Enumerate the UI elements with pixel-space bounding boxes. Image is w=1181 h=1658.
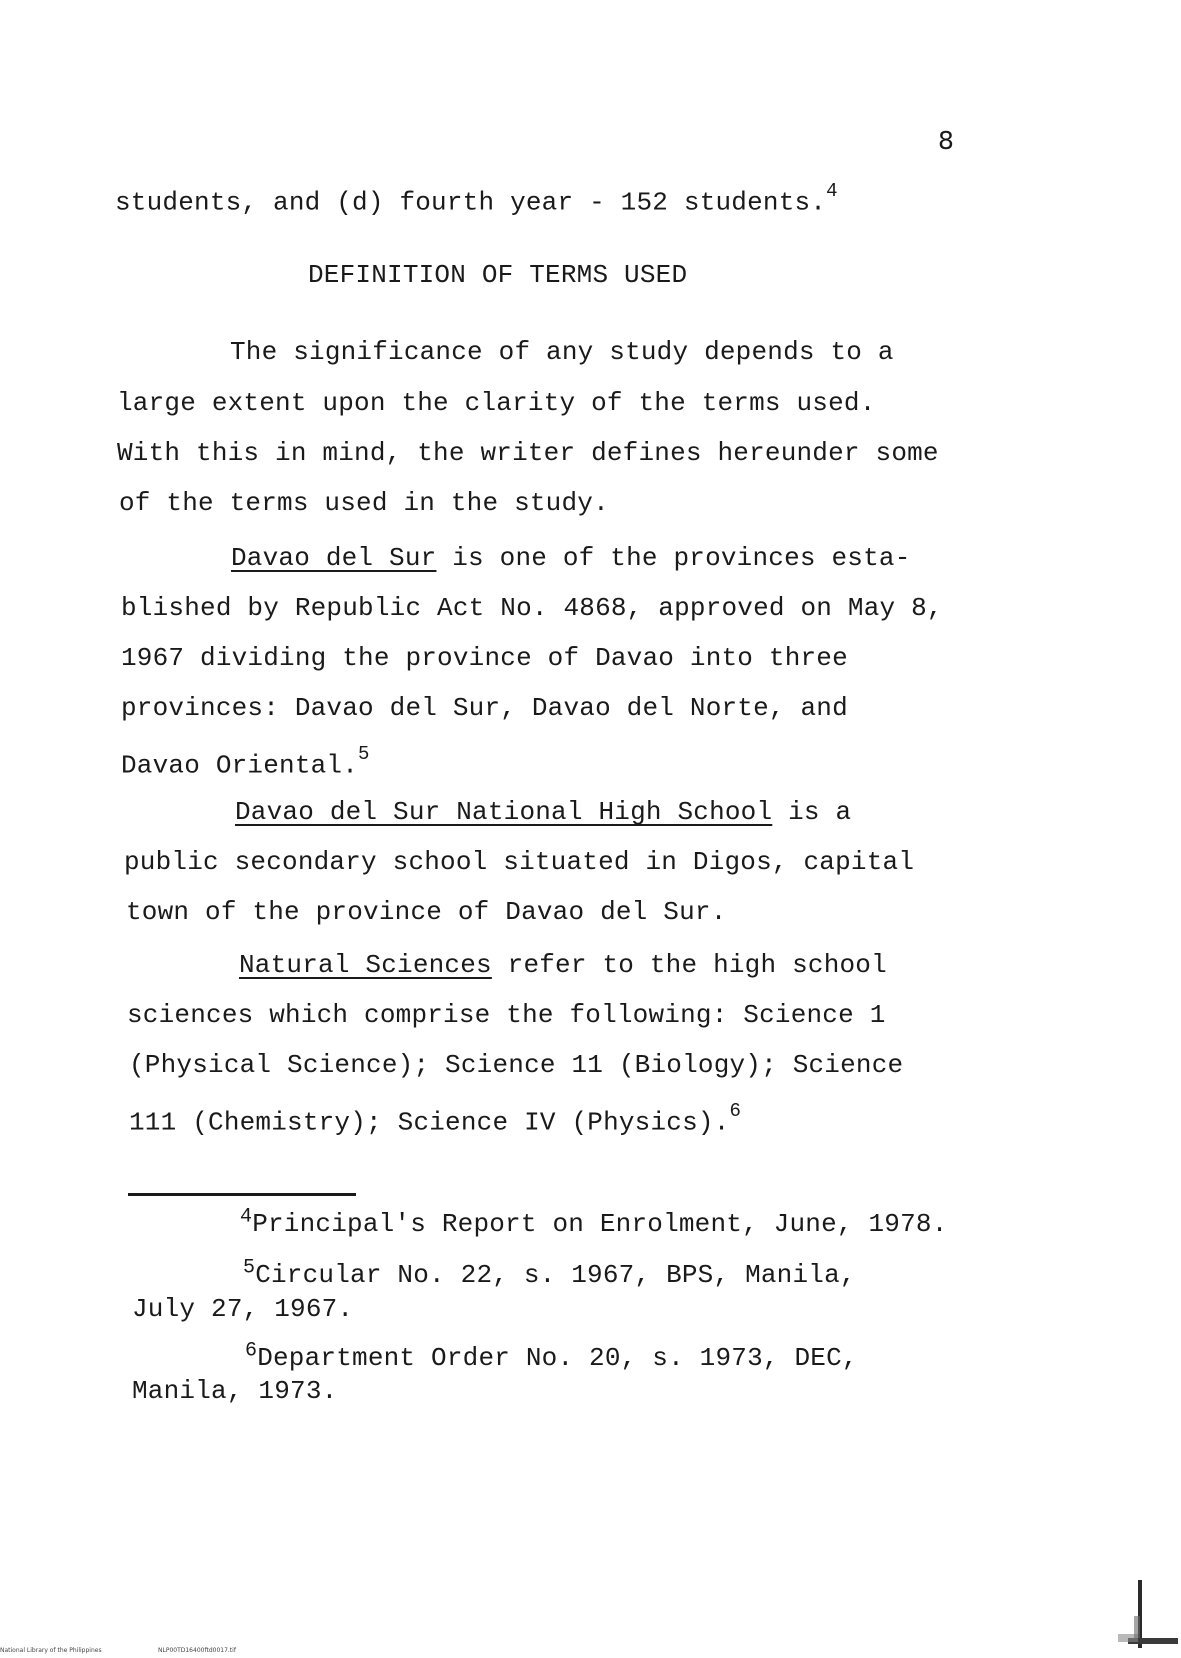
footnote-6 (245, 1339, 858, 1373)
paragraph-4-line-3: (Physical Science); Science 11 (Biology); Science (129, 1050, 904, 1080)
page-number: 8 (938, 126, 954, 155)
paragraph-1-line-3: With this in mind, the writer defines hereunder some (117, 438, 939, 468)
paragraph-1-line-2: large extent upon the clarity of the terms used. (117, 388, 876, 418)
footnote-ref-6: 6 (729, 1100, 742, 1122)
term-natural-sciences: Natural Sciences (239, 950, 492, 980)
paragraph-2-line-5 (121, 743, 370, 781)
paragraph-4-line-4-text: 111 (Chemistry); Science IV (Physics). (129, 1107, 730, 1138)
footnote-5-text: Circular No. 22, s. 1967, BPS, Manila, (255, 1260, 856, 1290)
continuation-line (115, 180, 838, 218)
footnote-6-text: Department Order No. 20, s. 1973, DEC, (257, 1343, 858, 1373)
footnote-4 (240, 1205, 948, 1239)
paragraph-3-line-3: town of the province of Davao del Sur. (126, 897, 727, 927)
footnote-divider (128, 1193, 356, 1196)
scan-edge-mark-icon (1098, 1576, 1178, 1656)
paragraph-2-line-1-rest: is one of the provinces esta- (436, 543, 911, 573)
archive-label: National Library of the Philippines (0, 1647, 102, 1654)
footnote-4-text: Principal's Report on Enrolment, June, 1978. (252, 1209, 948, 1239)
paragraph-4-line-1 (239, 950, 887, 980)
term-davao-del-sur: Davao del Sur (231, 543, 437, 573)
footnote-6-continuation: Manila, 1973. (132, 1376, 338, 1406)
paragraph-2-line-4: provinces: Davao del Sur, Davao del Norte, and (121, 693, 848, 723)
footnote-ref-5: 5 (358, 743, 370, 765)
paragraph-3-line-2: public secondary school situated in Digos, capital (124, 847, 915, 877)
footnote-4-number: 4 (240, 1205, 253, 1229)
paragraph-3-line-1 (235, 797, 851, 827)
section-heading: DEFINITION OF TERMS USED (308, 260, 688, 290)
paragraph-1-line-1: The significance of any study depends to a (230, 337, 894, 367)
footnote-5-continuation: July 27, 1967. (132, 1294, 354, 1324)
paragraph-4-line-1-rest: refer to the high school (491, 950, 887, 980)
paragraph-1-line-4: of the terms used in the study. (119, 488, 609, 518)
term-national-high-school: Davao del Sur National High School (235, 797, 773, 827)
paragraph-4-line-4 (129, 1100, 741, 1138)
paragraph-2-line-3: 1967 dividing the province of Davao into three (121, 643, 848, 673)
paragraph-2-line-5-text: Davao Oriental. (121, 750, 359, 781)
footnote-ref-4: 4 (826, 180, 838, 202)
footnote-5-number: 5 (243, 1256, 256, 1280)
paragraph-3-line-1-rest: is a (772, 797, 852, 827)
paragraph-2-line-1 (231, 543, 911, 573)
archive-filename: NLP00TD16400ftd0017.tif (158, 1647, 236, 1654)
paragraph-4-line-2: sciences which comprise the following: Science 1 (127, 1000, 886, 1030)
footnote-6-number: 6 (245, 1339, 258, 1363)
continuation-text: students, and (d) fourth year - 152 students. (115, 187, 827, 218)
paragraph-2-line-2: blished by Republic Act No. 4868, approved on May 8, (121, 593, 943, 623)
footnote-5 (243, 1256, 856, 1290)
